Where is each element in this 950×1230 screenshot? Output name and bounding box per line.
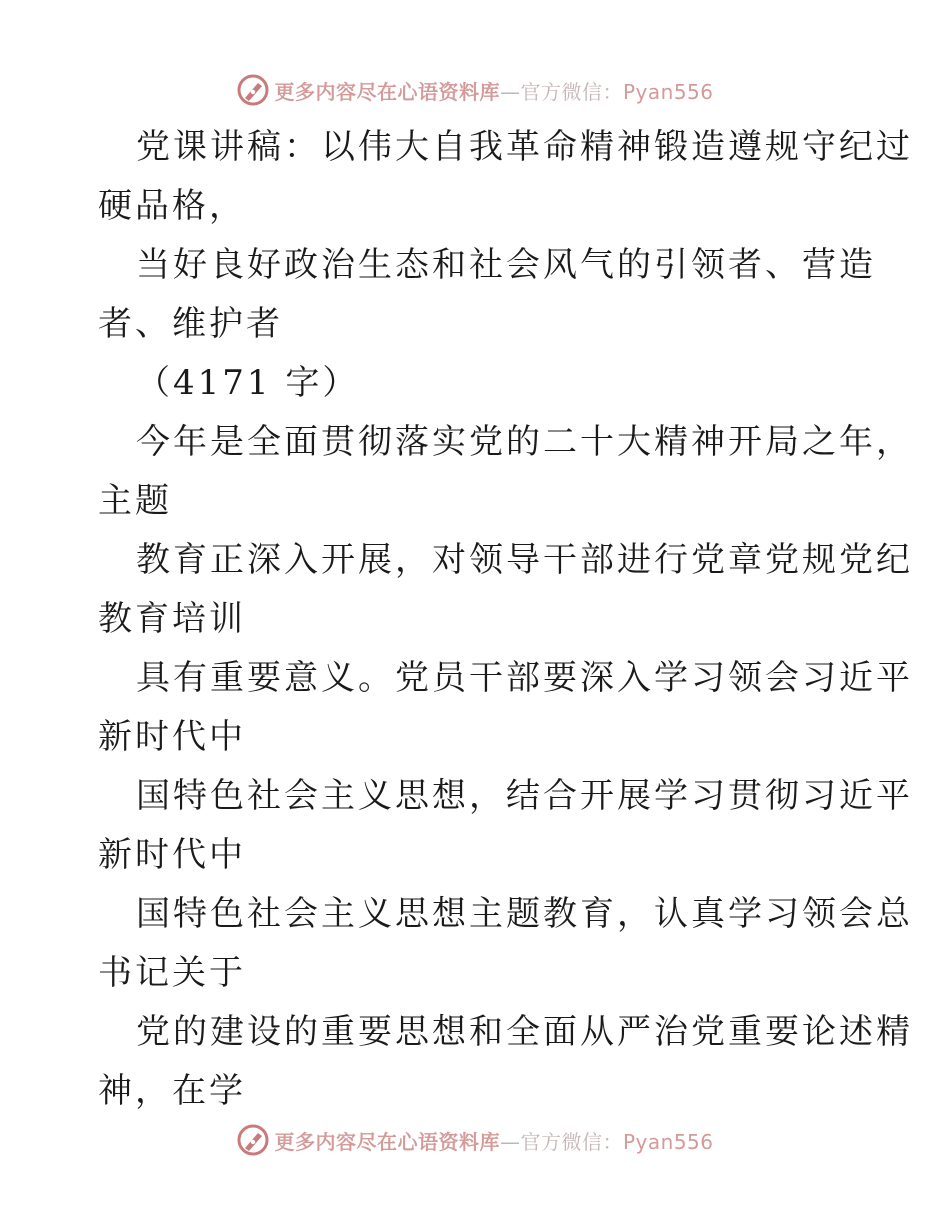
text-line: 当好良好政治生态和社会风气的引领者、营造 <box>136 245 876 285</box>
text-line: 书记关于 <box>98 953 246 993</box>
text-line: 党的建设的重要思想和全面从严治党重要论述精 <box>136 1012 913 1052</box>
watermark-separator: — <box>499 79 521 104</box>
text-line: （4171 字） <box>136 363 360 403</box>
text-line: 党课讲稿：以伟大自我革命精神锻造遵规守纪过 <box>136 127 913 167</box>
text-line: 硬品格， <box>98 186 246 226</box>
text-line: 神，在学 <box>98 1071 246 1111</box>
watermark-separator: — <box>499 1129 521 1154</box>
text-line: 教育培训 <box>98 599 246 639</box>
pen-circle-logo-icon <box>236 73 270 107</box>
text-line: 新时代中 <box>98 835 246 875</box>
watermark-footer <box>0 1118 950 1162</box>
watermark-header <box>0 68 950 112</box>
pen-circle-logo-icon <box>236 1123 270 1157</box>
document-body <box>98 118 913 1121</box>
text-line: 国特色社会主义思想主题教育，认真学习领会总 <box>136 894 913 934</box>
text-line: 今年是全面贯彻落实党的二十大精神开局之年， <box>136 422 913 462</box>
text-line: 主题 <box>98 481 172 521</box>
text-line: 者、维护者 <box>98 304 283 344</box>
text-line: 新时代中 <box>98 717 246 757</box>
watermark-brand: 更多内容尽在心语资料库 <box>274 79 500 104</box>
watermark-handle: Pyan556 <box>622 79 714 104</box>
watermark-label: 官方微信： <box>520 79 623 104</box>
text-line: 教育正深入开展，对领导干部进行党章党规党纪 <box>136 540 913 580</box>
watermark-brand: 更多内容尽在心语资料库 <box>274 1129 500 1154</box>
watermark-handle: Pyan556 <box>622 1129 714 1154</box>
text-line: 国特色社会主义思想，结合开展学习贯彻习近平 <box>136 776 913 816</box>
text-line: 具有重要意义。党员干部要深入学习领会习近平 <box>136 658 913 698</box>
watermark-label: 官方微信： <box>520 1129 623 1154</box>
